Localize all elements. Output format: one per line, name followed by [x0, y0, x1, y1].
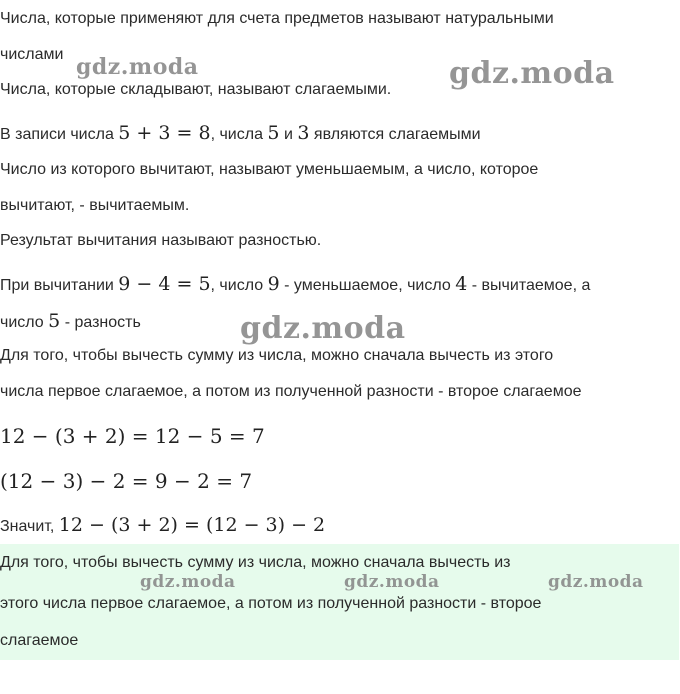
addends-example-a: 5: [267, 122, 280, 144]
definition-difference: Результат вычитания называют разностью.: [0, 232, 322, 249]
watermark: gdz.moda: [140, 572, 236, 592]
equation-2: (12 − 3) − 2 = 9 − 2 = 7: [0, 469, 253, 493]
conclusion: [0, 515, 325, 537]
watermark: gdz.moda: [548, 572, 644, 592]
highlight-box-line2: этого числа первое слагаемое, а потом из полученной разности - второе: [0, 595, 542, 612]
subtraction-example-difference: 5: [48, 310, 61, 332]
definition-addends: Числа, которые складывают, называют слагаемыми.: [0, 81, 392, 98]
subtraction-example-line2-suffix: - разность: [64, 314, 141, 331]
addends-example-mid2: и: [283, 126, 293, 143]
rule-line2: числа первое слагаемое, а потом из полученной разности - второе слагаемое: [0, 383, 582, 400]
subtraction-example-line2-prefix: число: [0, 314, 44, 331]
addends-example-prefix: В записи числа: [0, 126, 114, 143]
subtraction-example-prefix: При вычитании: [0, 277, 114, 294]
subtraction-example-line1: [0, 274, 590, 296]
subtraction-example-minuend: 9: [267, 273, 280, 295]
highlight-box-line1: Для того, чтобы вычесть сумму из числа, можно сначала вычесть из: [0, 554, 511, 571]
addends-example-expression: 5 + 3 = 8: [118, 122, 211, 144]
addends-example-suffix: являются слагаемыми: [313, 126, 481, 143]
conclusion-expression: 12 − (3 + 2) = (12 − 3) − 2: [58, 514, 326, 536]
subtraction-example-subtrahend: 4: [455, 273, 468, 295]
watermark: gdz.moda: [449, 56, 615, 91]
definition-natural-numbers-line2: числами: [0, 46, 64, 63]
rule-line1: Для того, чтобы вычесть сумму из числа, можно сначала вычесть из этого: [0, 347, 554, 364]
watermark: gdz.moda: [76, 54, 199, 80]
subtraction-example-expression: 9 − 4 = 5: [118, 273, 211, 295]
subtraction-example-mid3: - вычитаемое, а: [471, 277, 591, 294]
definition-minuend-line2: вычитают, - вычитаемым.: [0, 197, 190, 214]
addends-example-mid1: , числа: [210, 126, 263, 143]
addends-example: [0, 123, 481, 145]
definition-minuend-line1: Число из которого вычитают, называют уменьшаемым, а число, которое: [0, 161, 539, 178]
subtraction-example-mid2: - уменьшаемое, число: [284, 277, 451, 294]
conclusion-prefix: Значит,: [0, 518, 55, 535]
subtraction-example-line2: [0, 311, 141, 333]
watermark: gdz.moda: [344, 572, 440, 592]
subtraction-example-mid1: , число: [210, 277, 264, 294]
watermark: gdz.moda: [240, 311, 406, 346]
highlight-box-line3: слагаемое: [0, 632, 79, 649]
addends-example-b: 3: [297, 122, 310, 144]
equation-1: 12 − (3 + 2) = 12 − 5 = 7: [0, 424, 265, 448]
definition-natural-numbers-line1: Числа, которые применяют для счета предметов называют натуральными: [0, 10, 554, 27]
